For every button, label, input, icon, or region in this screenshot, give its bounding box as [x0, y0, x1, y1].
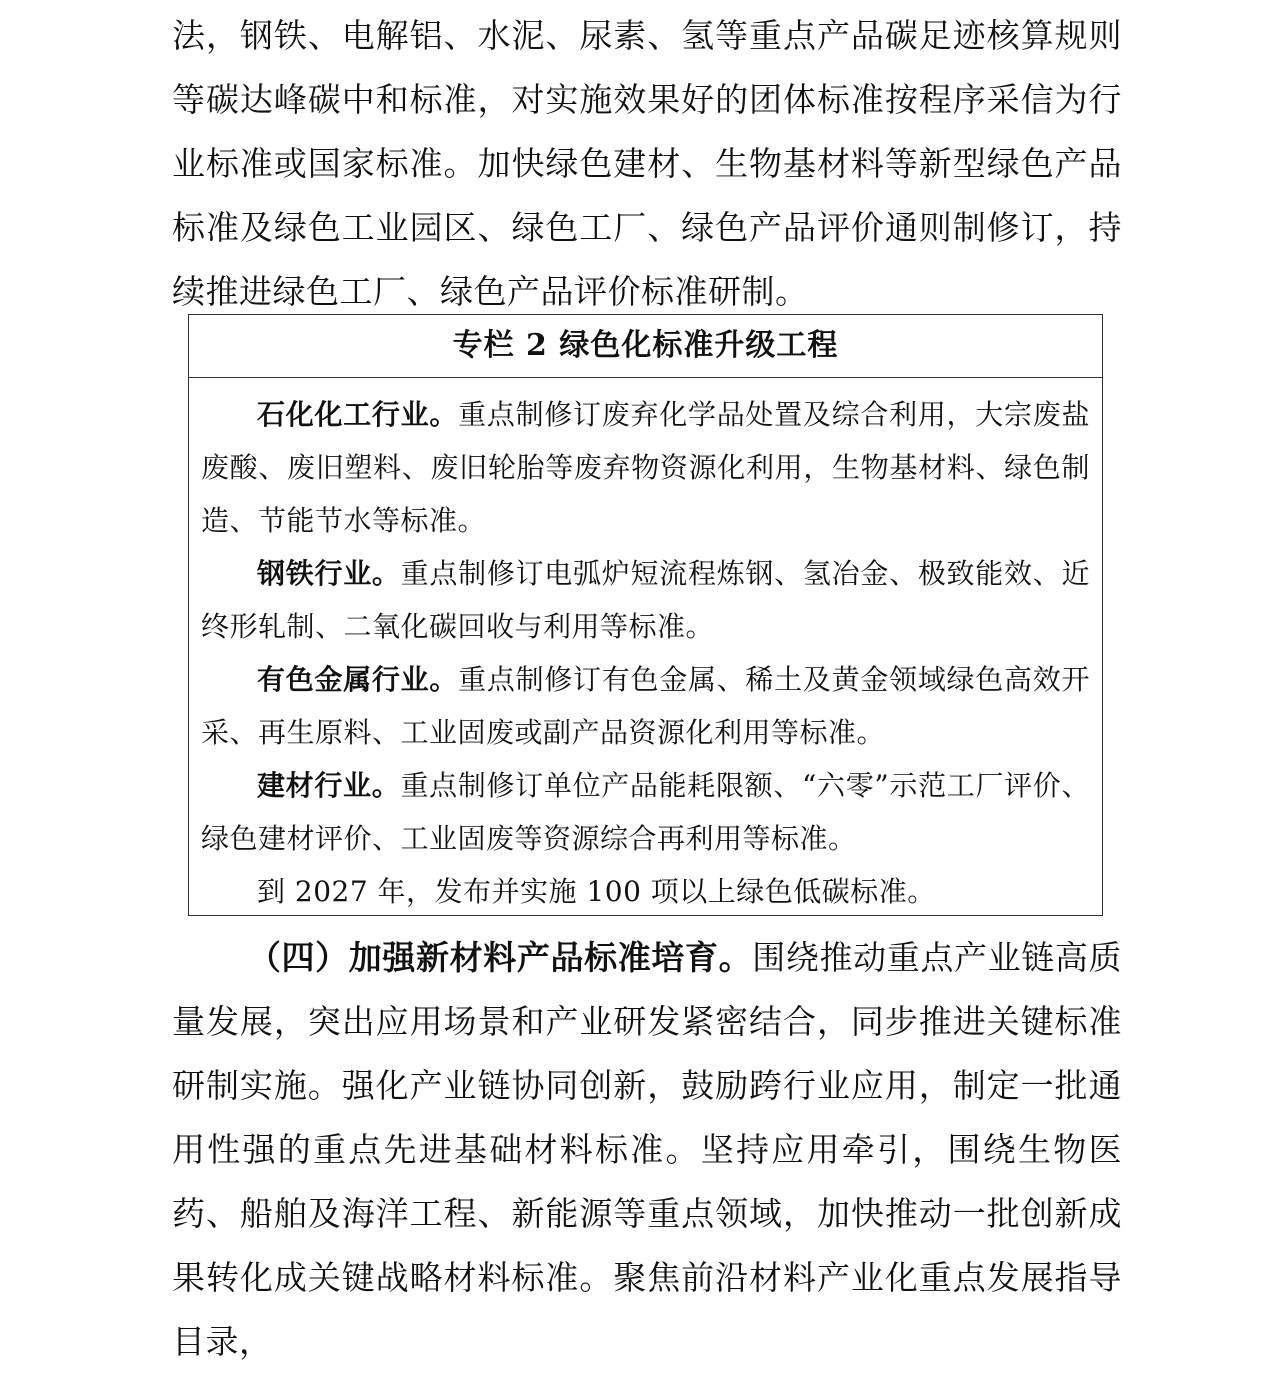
box-goal: 到 2027 年，发布并实施 100 项以上绿色低碳标准。: [257, 875, 936, 908]
box-item-petrochemical: [201, 388, 1090, 547]
box-item-text: 重点制修订单位产品能耗限额、“六零”示范工厂评价、绿色建材评价、工业固废等资源综合再利用等标准。: [201, 769, 1090, 855]
box-item-steel: [201, 547, 1090, 653]
box-item-heading: 有色金属行业。: [257, 663, 459, 696]
section-heading: （四）加强新材料产品标准培育。: [247, 938, 753, 977]
box-item-text: 重点制修订废弃化学品处置及综合利用，大宗废盐废酸、废旧塑料、废旧轮胎等废弃物资源化利用，生物基材料、绿色制造、节能节水等标准。: [201, 398, 1090, 537]
box-item-building-materials: [201, 759, 1090, 865]
intro-paragraph: 法，钢铁、电解铝、水泥、尿素、氢等重点产品碳足迹核算规则等碳达峰碳中和标准，对实施效果好的团体标准按程序采信为行业标准或国家标准。加快绿色建材、生物基材料等新型绿色产品标准及绿色工业园区、绿色工厂、绿色产品评价通则制修订，持续推进绿色工厂、绿色产品评价标准研制。: [172, 16, 1122, 311]
box-item-nonferrous: [201, 653, 1090, 759]
section-text: 围绕推动重点产业链高质量发展，突出应用场景和产业研发紧密结合，同步推进关键标准研制实施。强化产业链协同创新，鼓励跨行业应用，制定一批通用性强的重点先进基础材料标准。坚持应用牵引，围绕生物医药、船舶及海洋工程、新能源等重点领域，加快推动一批创新成果转化成关键战略材料标准。聚焦前沿材料产业化重点发展指导目录，: [172, 938, 1123, 1361]
box-item-heading: 建材行业。: [257, 769, 401, 802]
box-item-text: 重点制修订有色金属、稀土及黄金领域绿色高效开采、再生原料、工业固废或副产品资源化利用等标准。: [201, 663, 1090, 749]
box-item-text: 重点制修订电弧炉短流程炼钢、氢冶金、极致能效、近终形轧制、二氧化碳回收与利用等标准。: [201, 557, 1090, 643]
box-title: 专栏 2 绿色化标准升级工程: [189, 315, 1102, 378]
box-body: [189, 378, 1102, 918]
column-box: [188, 314, 1103, 916]
box-item-heading: 钢铁行业。: [257, 557, 401, 590]
section-paragraph: [172, 926, 1122, 1374]
box-item-heading: 石化化工行业。: [257, 398, 459, 431]
